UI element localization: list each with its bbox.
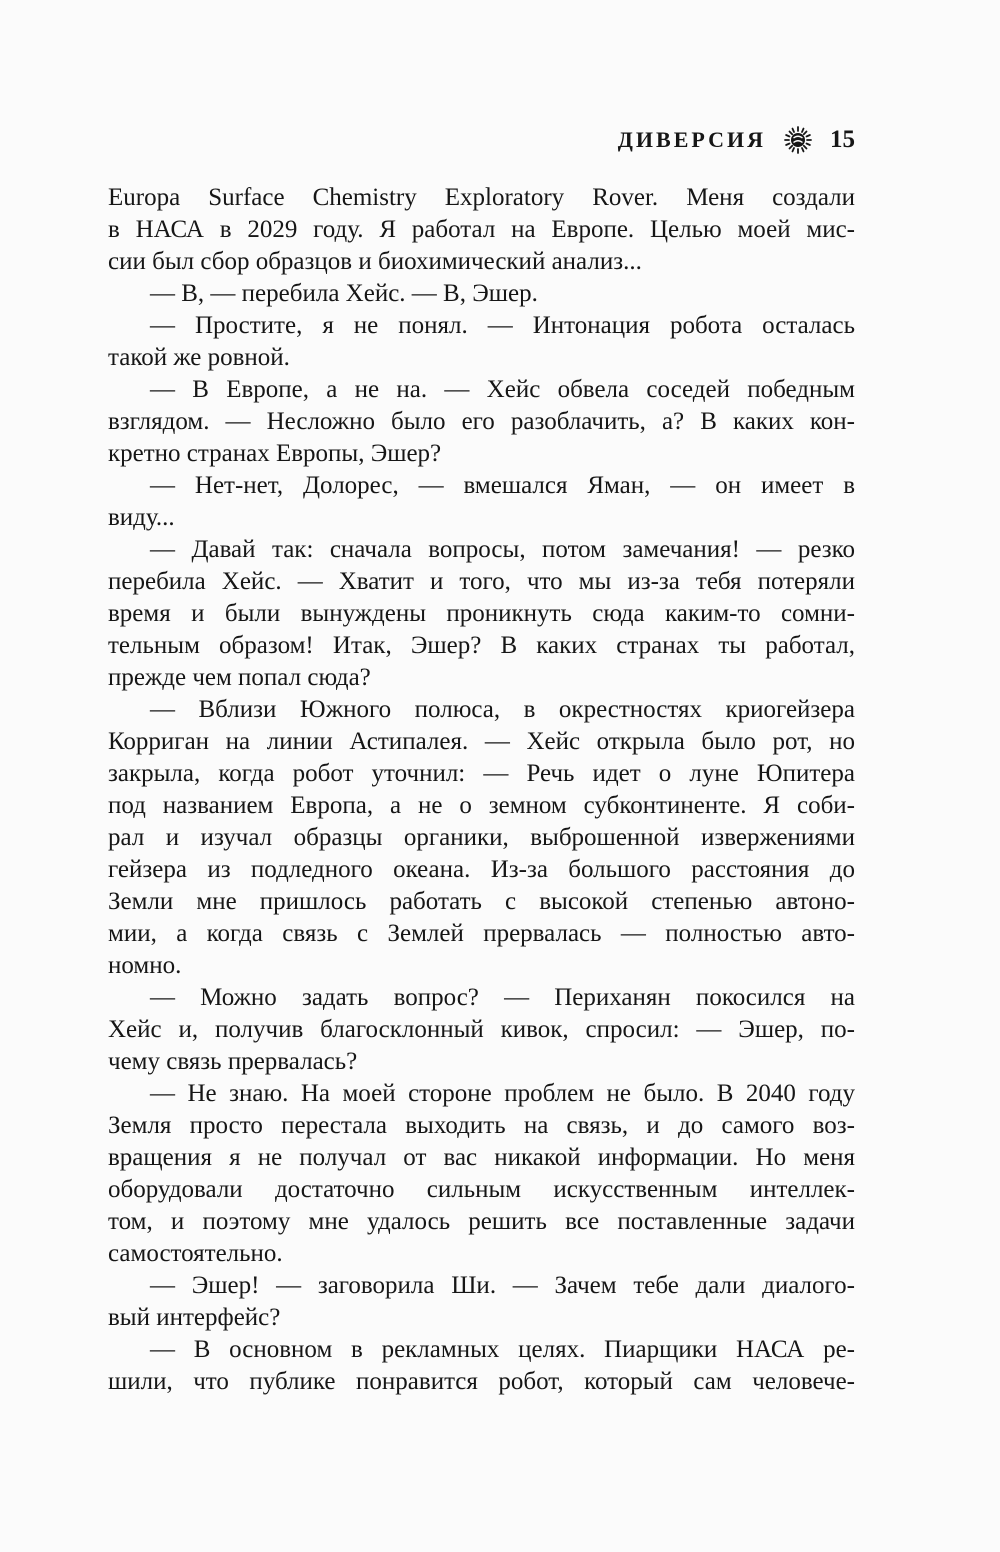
text-line: сии был сбор образцов и биохимический анализ... (108, 248, 642, 275)
text-line: номно. (108, 952, 182, 979)
text-line: — Можно задать вопрос? — Периханян покосился на (150, 984, 855, 1011)
text-line: — Не знаю. На моей стороне проблем не было. В 2040 году (150, 1080, 855, 1107)
text-line: — Вблизи Южного полюса, в окрестностях криогейзера (150, 696, 855, 723)
text-line: оборудовали достаточно сильным искусственным интеллек- (108, 1176, 855, 1203)
text-line: тельным образом! Итак, Эшер? В каких странах ты работал, (108, 632, 855, 659)
paragraph (108, 534, 855, 694)
paragraph (108, 374, 855, 470)
text-line: вращения я не получал от вас никакой информации. Но меня (108, 1144, 855, 1171)
paragraph (108, 278, 855, 310)
text-line: — В, — перебила Хейс. — В, Эшер. (150, 280, 538, 307)
text-line: виду... (108, 504, 175, 531)
text-line: такой же ровной. (108, 344, 290, 371)
text-line: Корриган на линии Астипалея. — Хейс открыла было рот, но (108, 728, 855, 755)
text-line: — В Европе, а не на. — Хейс обвела соседей победным (150, 376, 855, 403)
text-line: Europa Surface Chemistry Exploratory Rover. Меня создали (108, 184, 855, 211)
text-line: — Давай так: сначала вопросы, потом замечания! — резко (150, 536, 855, 563)
text-line: — В основном в рекламных целях. Пиарщики НАСА ре- (150, 1336, 855, 1363)
text-line: рал и изучал образцы органики, выброшенной извержениями (108, 824, 855, 851)
text-line: под названием Европа, а не о земном субконтиненте. Я соби- (108, 792, 855, 819)
text-line: кретно странах Европы, Эшер? (108, 440, 442, 467)
paragraph (108, 182, 855, 278)
text-line: Хейс и, получив благосклонный кивок, спросил: — Эшер, по- (108, 1016, 855, 1043)
paragraph (108, 982, 855, 1078)
text-line: том, и поэтому мне удалось решить все поставленные задачи (108, 1208, 855, 1235)
text-line: прежде чем попал сюда? (108, 664, 371, 691)
text-line: перебила Хейс. — Хватит и того, что мы из-за тебя потеряли (108, 568, 855, 595)
text-line: закрыла, когда робот уточнил: — Речь идет о луне Юпитера (108, 760, 855, 787)
text-line: самостоятельно. (108, 1240, 283, 1267)
page-number: 15 (830, 126, 855, 153)
text-line: мии, а когда связь с Землей прервалась — полностью авто- (108, 920, 855, 947)
text-line: — Простите, я не понял. — Интонация робота осталась (150, 312, 855, 339)
text-line: вый интерфейс? (108, 1304, 281, 1331)
text-line: — Эшер! — заговорила Ши. — Зачем тебе дали диалого- (150, 1272, 855, 1299)
page-text (108, 182, 855, 1398)
text-line: гейзера из подледного океана. Из-за большого расстояния до (108, 856, 855, 883)
running-title: ДИВЕРСИЯ (617, 127, 766, 152)
text-line: — Нет-нет, Долорес, — вмешался Яман, — он имеет в (150, 472, 855, 499)
paragraph (108, 1334, 855, 1398)
text-line: Земля просто перестала выходить на связь, и до самого воз- (108, 1112, 855, 1139)
text-line: Земли мне пришлось работать с высокой степенью автоно- (108, 888, 855, 915)
paragraph (108, 470, 855, 534)
text-line: чему связь прервалась? (108, 1048, 358, 1075)
sun-ornament-icon (780, 125, 816, 155)
paragraph (108, 1078, 855, 1270)
paragraph (108, 1270, 855, 1334)
paragraph (108, 310, 855, 374)
paragraph (108, 694, 855, 982)
text-line: в НАСА в 2029 году. Я работал на Европе. Целью моей мис- (108, 216, 855, 243)
text-line: шили, что публике понравится робот, который сам человече- (108, 1368, 855, 1395)
text-line: время и были вынуждены проникнуть сюда каким-то сомни- (108, 600, 855, 627)
page-header (108, 126, 855, 154)
text-line: взглядом. — Несложно было его разоблачить, а? В каких кон- (108, 408, 855, 435)
